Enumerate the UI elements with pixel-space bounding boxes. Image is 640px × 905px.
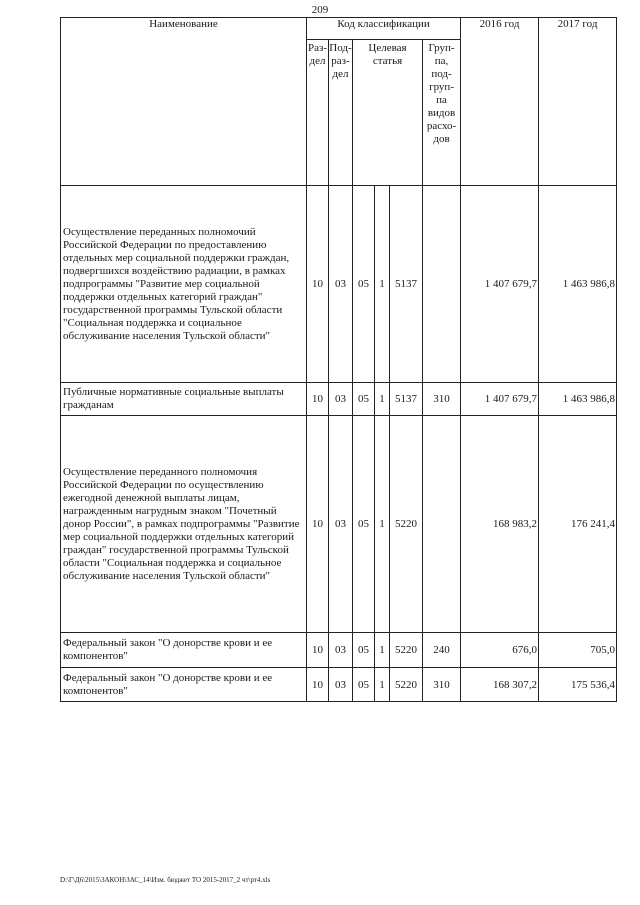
- row-section: 10: [307, 186, 329, 383]
- table-row: [61, 186, 617, 383]
- row-group: 310: [423, 383, 461, 416]
- row-subprogram: 1: [375, 383, 390, 416]
- table-row: [61, 383, 617, 416]
- header-row-top: [61, 18, 617, 40]
- row-amount-2016: 676,0: [461, 633, 539, 668]
- header-classification: Код классификации: [307, 18, 461, 40]
- header-target-article: Целевая статья: [353, 40, 423, 186]
- row-section: 10: [307, 633, 329, 668]
- row-subprogram: 1: [375, 633, 390, 668]
- header-name: Наименование: [61, 18, 307, 186]
- row-group: [423, 416, 461, 633]
- row-article: 5137: [390, 186, 423, 383]
- row-subprogram: 1: [375, 668, 390, 702]
- row-program: 05: [353, 383, 375, 416]
- footer-file-path: D:\Г\Д6\2015\ЗАКОН\ЗАС_14\Изм. бюджет ТО 2015-2017_2 чт\рт4.xls: [60, 876, 271, 884]
- row-name: Осуществление переданного полномочия Российской Федерации по осуществлению ежегодной денежной выплаты лицам, награжденным нагрудным знаком "Почетный донор России", в рамках подпрограммы "Развитие мер социальной поддержки отдельных категорий граждан" государственной программы Тульской области "Социальная поддержка и социальное обслуживание населения Тульской области": [61, 416, 307, 633]
- row-amount-2017: 705,0: [539, 633, 617, 668]
- row-amount-2016: 1 407 679,7: [461, 383, 539, 416]
- row-section: 10: [307, 416, 329, 633]
- row-program: 05: [353, 416, 375, 633]
- row-amount-2016: 168 983,2: [461, 416, 539, 633]
- row-amount-2016: 168 307,2: [461, 668, 539, 702]
- row-name: Осуществление переданных полномочий Российской Федерации по предоставлению отдельных мер социальной поддержки граждан, подвергшихся воздействию радиации, в рамках подпрограммы "Развитие мер социальной поддержки отдельных категорий граждан" государственной программы Тульской области "Социальная поддержка и социальное обслуживание населения Тульской области": [61, 186, 307, 383]
- row-program: 05: [353, 668, 375, 702]
- row-subprogram: 1: [375, 186, 390, 383]
- row-amount-2017: 1 463 986,8: [539, 383, 617, 416]
- table-row: [61, 633, 617, 668]
- row-amount-2017: 175 536,4: [539, 668, 617, 702]
- row-group: [423, 186, 461, 383]
- table-row: [61, 416, 617, 633]
- table-row: [61, 668, 617, 702]
- row-group: 310: [423, 668, 461, 702]
- row-article: 5220: [390, 633, 423, 668]
- row-subsection: 03: [329, 416, 353, 633]
- row-amount-2017: 1 463 986,8: [539, 186, 617, 383]
- row-program: 05: [353, 186, 375, 383]
- row-subprogram: 1: [375, 416, 390, 633]
- row-amount-2016: 1 407 679,7: [461, 186, 539, 383]
- page-number: 209: [311, 4, 329, 16]
- row-subsection: 03: [329, 668, 353, 702]
- row-group: 240: [423, 633, 461, 668]
- row-name: Федеральный закон "О донорстве крови и ее компонентов": [61, 668, 307, 702]
- row-article: 5137: [390, 383, 423, 416]
- row-section: 10: [307, 383, 329, 416]
- budget-table: [60, 17, 617, 702]
- header-year-2017: 2017 год: [539, 18, 617, 186]
- header-subsection: Под- раз- дел: [329, 40, 353, 186]
- row-subsection: 03: [329, 633, 353, 668]
- header-year-2016: 2016 год: [461, 18, 539, 186]
- row-section: 10: [307, 668, 329, 702]
- header-section: Раз- дел: [307, 40, 329, 186]
- row-name: Публичные нормативные социальные выплаты гражданам: [61, 383, 307, 416]
- header-expense-group: Груп- па, под- груп- па видов расхо- дов: [423, 40, 461, 186]
- row-article: 5220: [390, 668, 423, 702]
- row-program: 05: [353, 633, 375, 668]
- row-article: 5220: [390, 416, 423, 633]
- row-name: Федеральный закон "О донорстве крови и ее компонентов": [61, 633, 307, 668]
- row-amount-2017: 176 241,4: [539, 416, 617, 633]
- row-subsection: 03: [329, 186, 353, 383]
- row-subsection: 03: [329, 383, 353, 416]
